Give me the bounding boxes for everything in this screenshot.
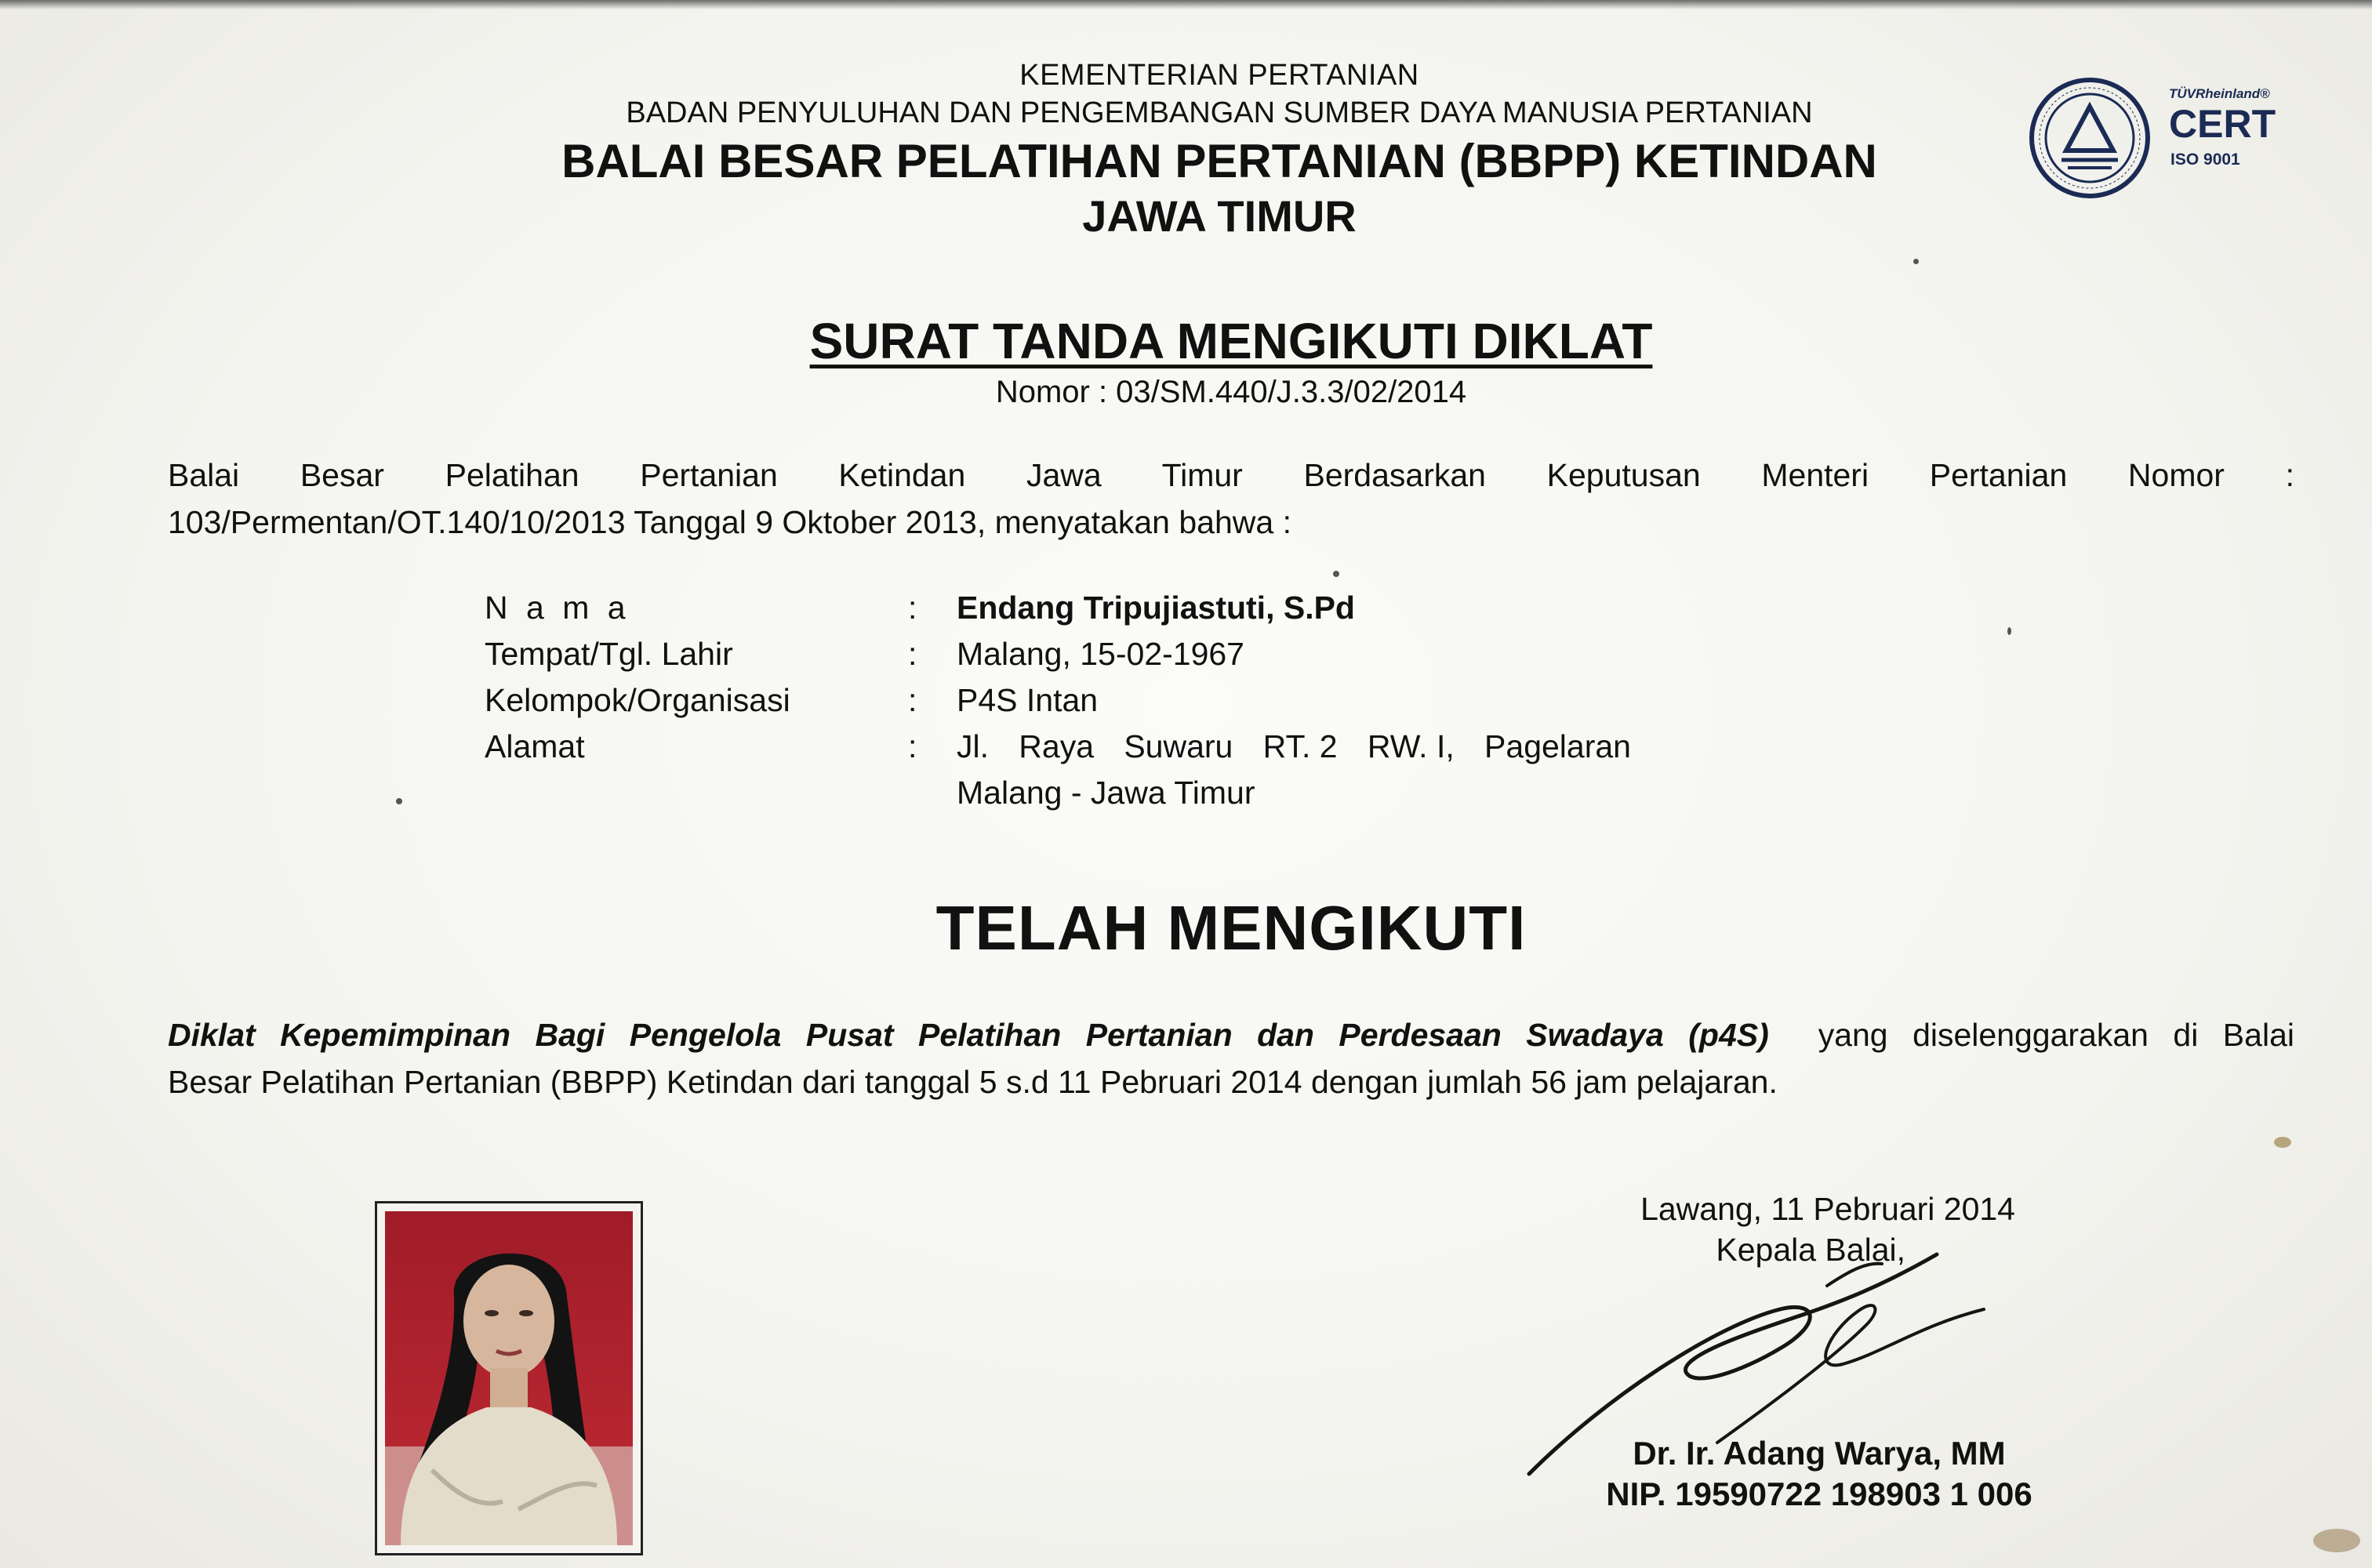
field-row-name — [485, 585, 1631, 631]
agency-name: BADAN PENYULUHAN DAN PENGEMBANGAN SUMBER DAYA MANUSIA PERTANIAN — [626, 96, 1813, 129]
field-row-address — [485, 724, 1631, 770]
course-paragraph — [168, 1011, 2294, 1105]
intro-line-1: Balai Besar Pelatihan Pertanian Ketindan Jawa Timur Berdasarkan Keputusan Menteri Pertanian Nomor : — [168, 457, 2294, 493]
field-row-organization — [485, 677, 1631, 724]
document-number: Nomor : 03/SM.440/J.3.3/02/2014 — [995, 375, 1467, 409]
address-word: Jl. — [957, 728, 989, 764]
signatory-nip: NIP. 19590722 198903 1 006 — [1606, 1475, 2032, 1512]
address-word: Raya — [1019, 728, 1095, 764]
cert-label: CERT — [2169, 102, 2276, 146]
scan-speck — [1913, 259, 1919, 264]
address-word: Suwaru — [1124, 728, 1233, 764]
intro-paragraph — [168, 452, 2294, 546]
field-label: N a m a — [485, 590, 630, 626]
course-line-1 — [168, 1011, 2294, 1058]
participant-details — [485, 585, 1631, 816]
field-label: Tempat/Tgl. Lahir — [485, 636, 733, 672]
section-title: TELAH MENGIKUTI — [935, 893, 1527, 963]
field-value-birth: Malang, 15-02-1967 — [957, 636, 1244, 672]
signature-place-date: Lawang, 11 Pebruari 2014 — [1640, 1191, 2015, 1227]
field-value-organization: P4S Intan — [957, 682, 1099, 718]
field-value-address — [957, 728, 1631, 765]
participant-photo — [375, 1201, 643, 1555]
address-word: Pagelaran — [1484, 728, 1631, 764]
cert-standard: ISO 9001 — [2170, 151, 2240, 169]
field-label: Kelompok/Organisasi — [485, 682, 790, 718]
scan-speck — [2007, 627, 2011, 635]
field-value-name: Endang Tripujiastuti, S.Pd — [957, 590, 1355, 626]
intro-line-2: 103/Permentan/OT.140/10/2013 Tanggal 9 Oktober 2013, menyatakan bahwa : — [168, 504, 1291, 540]
cert-brand: TÜVRheinland® — [2169, 86, 2270, 101]
course-name: Diklat Kepemimpinan Bagi Pengelola Pusat Pelatihan Pertanian dan Perdesaan Swadaya (p4S) — [168, 1017, 1769, 1053]
field-colon: : — [908, 636, 917, 672]
field-colon: : — [908, 590, 917, 626]
field-row-birth — [485, 631, 1631, 677]
scan-stain — [2274, 1137, 2291, 1148]
ministry-name: KEMENTERIAN PERTANIAN — [1019, 59, 1419, 92]
field-row-address-cont — [485, 770, 1631, 816]
address-word: RW. I, — [1367, 728, 1455, 764]
scan-speck — [1333, 571, 1339, 577]
signatory-name: Dr. Ir. Adang Warya, MM — [1633, 1435, 2006, 1472]
scan-stain — [2313, 1529, 2360, 1552]
portrait-image — [385, 1211, 633, 1545]
scan-edge — [0, 0, 2372, 9]
course-line-2: Besar Pelatihan Pertanian (BBPP) Ketindan dari tanggal 5 s.d 11 Pebruari 2014 dengan jumlah 56 jam pelajaran. — [168, 1064, 1778, 1100]
field-value-address-line-2: Malang - Jawa Timur — [957, 775, 1255, 811]
address-word: RT. 2 — [1262, 728, 1338, 764]
field-colon: : — [908, 682, 917, 718]
region-name: JAWA TIMUR — [1082, 191, 1357, 241]
institution-name: BALAI BESAR PELATIHAN PERTANIAN (BBPP) KETINDAN — [561, 135, 1877, 187]
tuv-seal-icon — [2027, 75, 2152, 201]
field-label: Alamat — [485, 728, 585, 764]
field-colon: : — [908, 728, 917, 764]
course-line-1-rest: yang diselenggarakan di Balai — [1818, 1017, 2294, 1053]
scan-speck — [396, 798, 402, 804]
signature-role: Kepala Balai, — [1716, 1232, 1905, 1268]
letterhead — [439, 56, 2000, 243]
document-title: SURAT TANDA MENGIKUTI DIKLAT — [809, 313, 1653, 369]
